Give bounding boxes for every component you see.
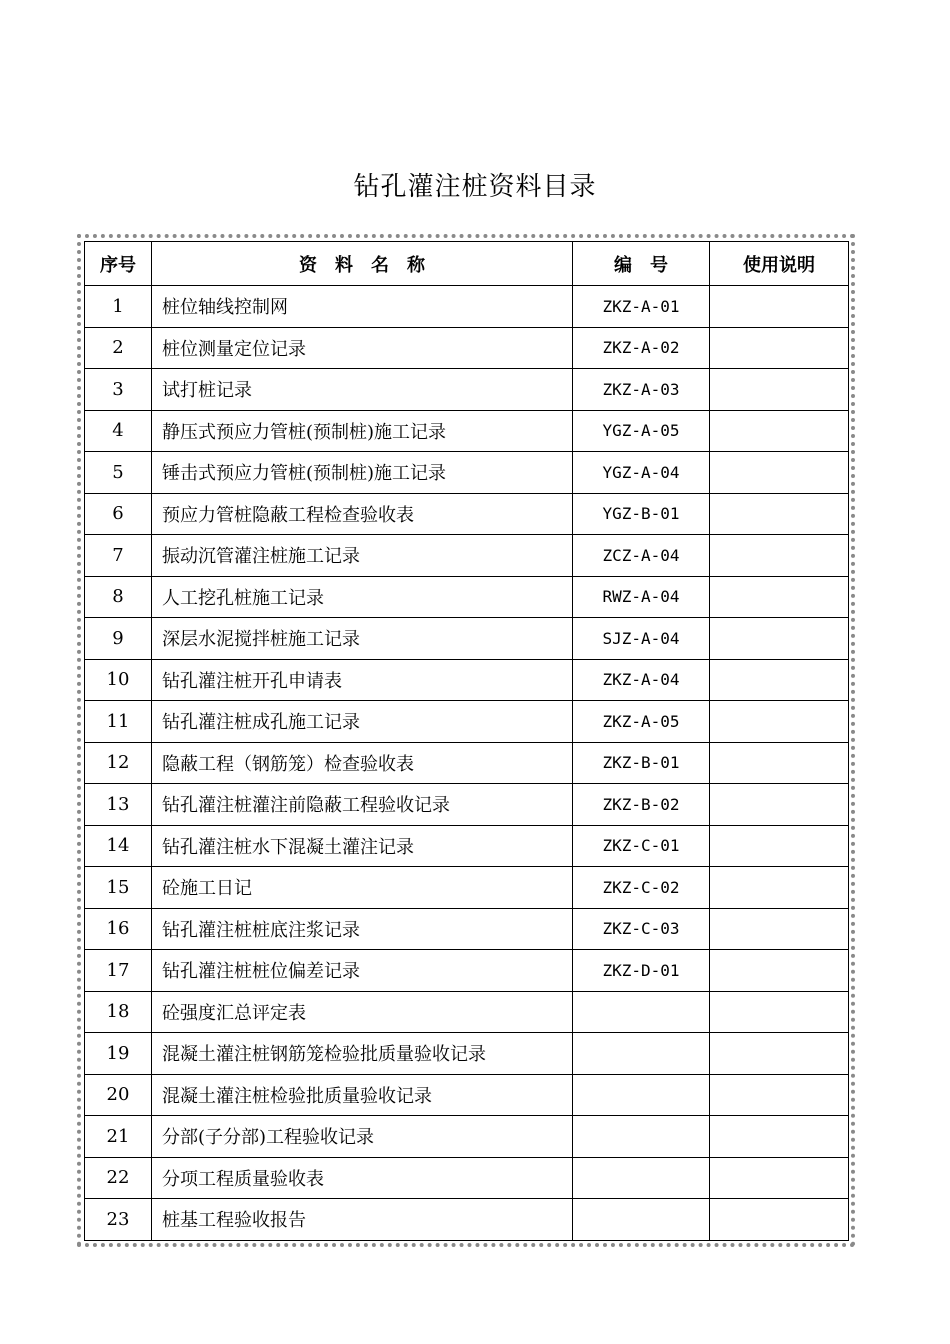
row-serial-no: 5 [85,452,152,494]
row-usage-note [710,1116,849,1158]
row-code: ZKZ-C-01 [573,825,710,867]
row-usage-note [710,369,849,411]
row-document-name: 钻孔灌注桩水下混凝土灌注记录 [152,825,573,867]
row-serial-no: 9 [85,618,152,660]
table-row [85,452,849,494]
row-code: ZKZ-A-03 [573,369,710,411]
row-code: ZKZ-B-01 [573,742,710,784]
row-usage-note [710,950,849,992]
row-document-name: 钻孔灌注桩灌注前隐蔽工程验收记录 [152,784,573,826]
table-row [85,535,849,577]
catalog-table [84,241,849,1241]
row-usage-note [710,327,849,369]
row-serial-no: 1 [85,286,152,328]
row-serial-no: 21 [85,1116,152,1158]
table-row [85,618,849,660]
row-document-name: 分项工程质量验收表 [152,1157,573,1199]
header-code: 编 号 [573,242,710,286]
table-row [85,1116,849,1158]
table-row [85,1074,849,1116]
row-code: ZKZ-A-01 [573,286,710,328]
row-serial-no: 16 [85,908,152,950]
row-code: ZKZ-C-02 [573,867,710,909]
row-usage-note [710,576,849,618]
table-row [85,742,849,784]
table-row [85,410,849,452]
row-usage-note [710,1199,849,1241]
row-usage-note [710,659,849,701]
row-usage-note [710,618,849,660]
row-document-name: 深层水泥搅拌桩施工记录 [152,618,573,660]
table-row [85,867,849,909]
row-code [573,1199,710,1241]
row-serial-no: 8 [85,576,152,618]
row-code [573,1074,710,1116]
row-document-name: 静压式预应力管桩(预制桩)施工记录 [152,410,573,452]
row-document-name: 分部(子分部)工程验收记录 [152,1116,573,1158]
row-serial-no: 14 [85,825,152,867]
row-serial-no: 6 [85,493,152,535]
header-usage-note: 使用说明 [710,242,849,286]
row-usage-note [710,535,849,577]
row-serial-no: 3 [85,369,152,411]
row-serial-no: 7 [85,535,152,577]
row-usage-note [710,991,849,1033]
row-code: ZKZ-D-01 [573,950,710,992]
table-row [85,908,849,950]
row-code: ZKZ-A-02 [573,327,710,369]
table-row [85,1033,849,1075]
row-document-name: 桩基工程验收报告 [152,1199,573,1241]
row-serial-no: 19 [85,1033,152,1075]
row-usage-note [710,701,849,743]
row-document-name: 钻孔灌注桩开孔申请表 [152,659,573,701]
row-code: YGZ-B-01 [573,493,710,535]
row-document-name: 钻孔灌注桩桩位偏差记录 [152,950,573,992]
row-document-name: 人工挖孔桩施工记录 [152,576,573,618]
page-title: 钻孔灌注桩资料目录 [353,172,597,202]
row-code: ZKZ-A-04 [573,659,710,701]
row-document-name: 桩位轴线控制网 [152,286,573,328]
row-document-name: 砼施工日记 [152,867,573,909]
table-row [85,701,849,743]
row-serial-no: 20 [85,1074,152,1116]
table-row [85,991,849,1033]
row-serial-no: 10 [85,659,152,701]
row-usage-note [710,784,849,826]
table-row [85,286,849,328]
row-serial-no: 13 [85,784,152,826]
row-usage-note [710,742,849,784]
table-header-row [85,242,849,286]
table-row [85,950,849,992]
row-document-name: 砼强度汇总评定表 [152,991,573,1033]
table-row [85,493,849,535]
table-row [85,784,849,826]
header-document-name: 资 料 名 称 [152,242,573,286]
row-usage-note [710,1033,849,1075]
row-document-name: 钻孔灌注桩成孔施工记录 [152,701,573,743]
header-serial-no: 序号 [85,242,152,286]
table-row [85,1157,849,1199]
table-row [85,825,849,867]
row-code: ZCZ-A-04 [573,535,710,577]
row-code: RWZ-A-04 [573,576,710,618]
table-row [85,659,849,701]
row-document-name: 锤击式预应力管桩(预制桩)施工记录 [152,452,573,494]
row-code: ZKZ-C-03 [573,908,710,950]
catalog-table-body [85,286,849,1241]
row-serial-no: 18 [85,991,152,1033]
row-usage-note [710,452,849,494]
row-code [573,1157,710,1199]
row-document-name: 试打桩记录 [152,369,573,411]
row-code: ZKZ-A-05 [573,701,710,743]
row-code: ZKZ-B-02 [573,784,710,826]
table-row [85,369,849,411]
row-serial-no: 22 [85,1157,152,1199]
row-document-name: 预应力管桩隐蔽工程检查验收表 [152,493,573,535]
row-code [573,991,710,1033]
row-document-name: 混凝土灌注桩检验批质量验收记录 [152,1074,573,1116]
row-usage-note [710,908,849,950]
row-serial-no: 23 [85,1199,152,1241]
row-serial-no: 4 [85,410,152,452]
row-usage-note [710,493,849,535]
row-usage-note [710,1157,849,1199]
row-serial-no: 12 [85,742,152,784]
row-usage-note [710,1074,849,1116]
row-document-name: 钻孔灌注桩桩底注浆记录 [152,908,573,950]
table-row [85,327,849,369]
row-usage-note [710,410,849,452]
row-serial-no: 11 [85,701,152,743]
row-usage-note [710,286,849,328]
row-code [573,1116,710,1158]
row-serial-no: 2 [85,327,152,369]
row-document-name: 振动沉管灌注桩施工记录 [152,535,573,577]
row-usage-note [710,867,849,909]
table-row [85,576,849,618]
row-code: YGZ-A-04 [573,452,710,494]
row-document-name: 混凝土灌注桩钢筋笼检验批质量验收记录 [152,1033,573,1075]
row-code [573,1033,710,1075]
row-code: YGZ-A-05 [573,410,710,452]
row-serial-no: 17 [85,950,152,992]
row-code: SJZ-A-04 [573,618,710,660]
row-document-name: 隐蔽工程（钢筋笼）检查验收表 [152,742,573,784]
row-usage-note [710,825,849,867]
table-row [85,1199,849,1241]
row-document-name: 桩位测量定位记录 [152,327,573,369]
row-serial-no: 15 [85,867,152,909]
